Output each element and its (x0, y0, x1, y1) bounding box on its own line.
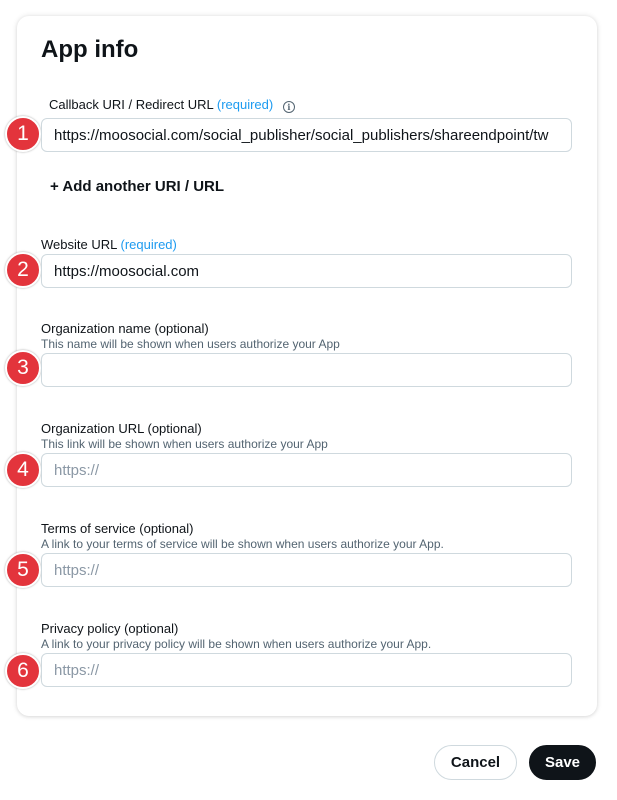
privacy-policy-label (41, 621, 178, 636)
organization-name-label-text: Organization name (41, 321, 151, 336)
cancel-button[interactable]: Cancel (434, 745, 517, 780)
step-badge-6: 6 (5, 653, 41, 689)
save-button[interactable]: Save (529, 745, 596, 780)
step-badge-4: 4 (5, 452, 41, 488)
website-url-input[interactable] (41, 254, 572, 288)
organization-name-hint: This name will be shown when users authorize your App (41, 337, 340, 351)
terms-of-service-input[interactable] (41, 553, 572, 587)
privacy-policy-label-text: Privacy policy (41, 621, 121, 636)
organization-url-hint: This link will be shown when users authorize your App (41, 437, 328, 451)
step-badge-1: 1 (5, 116, 41, 152)
info-icon[interactable]: i (283, 101, 295, 113)
page-title: App info (41, 36, 139, 63)
add-another-url-link[interactable]: + Add another URI / URL (50, 178, 225, 195)
optional-tag: (optional) (124, 621, 179, 636)
organization-url-label-text: Organization URL (41, 421, 144, 436)
website-url-label (41, 237, 177, 252)
step-badge-3: 3 (5, 350, 41, 386)
privacy-policy-input[interactable] (41, 653, 572, 687)
organization-url-label (41, 421, 202, 436)
privacy-policy-hint: A link to your privacy policy will be shown when users authorize your App. (41, 637, 432, 651)
callback-url-input[interactable] (41, 118, 572, 152)
optional-tag: (optional) (154, 321, 209, 336)
optional-tag: (optional) (147, 421, 202, 436)
organization-name-label (41, 321, 209, 336)
callback-url-label (49, 97, 295, 113)
terms-of-service-label-text: Terms of service (41, 521, 136, 536)
step-badge-2: 2 (5, 252, 41, 288)
website-url-label-text: Website URL (41, 237, 117, 252)
terms-of-service-label (41, 521, 193, 536)
terms-of-service-hint: A link to your terms of service will be shown when users authorize your App. (41, 537, 444, 551)
organization-name-input[interactable] (41, 353, 572, 387)
required-tag: (required) (216, 97, 274, 112)
organization-url-input[interactable] (41, 453, 572, 487)
required-tag: (required) (120, 237, 177, 252)
callback-url-label-text: Callback URI / Redirect URL (49, 97, 214, 112)
optional-tag: (optional) (139, 521, 194, 536)
step-badge-5: 5 (5, 552, 41, 588)
